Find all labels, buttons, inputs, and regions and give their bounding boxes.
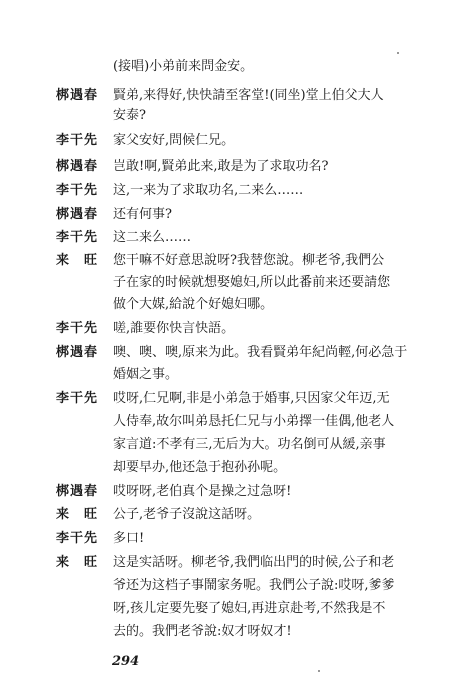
scan-speck bbox=[397, 52, 399, 54]
dialogue-line-20: 公子,老爷子沒說这話呀。 bbox=[113, 507, 261, 522]
dialogue-line-22: 这是实話呀。柳老爷,我們临出門的时候,公子和老 bbox=[113, 555, 395, 570]
speaker-label: 李干先 bbox=[56, 391, 99, 406]
dialogue-line-1: (接唱)小弟前来問金安。 bbox=[113, 59, 254, 74]
speaker-label: 梆遇春 bbox=[56, 88, 99, 103]
dialogue-line-9: 您干嘛不好意思說呀?我替您說。柳老爷,我們公 bbox=[113, 253, 385, 268]
speaker-label: 李干先 bbox=[56, 133, 99, 148]
dialogue-line-25: 去的。我們老爷說:奴才呀奴才! bbox=[113, 624, 292, 639]
dialogue-line-16: 人侍奉,故尔叫弟恳托仁兄与小弟擇一佳偶,他老人 bbox=[113, 414, 395, 429]
speaker-label: 梆遇春 bbox=[56, 159, 99, 174]
dialogue-line-23: 爷还为这档子事鬧家务呢。我們公子說:哎呀,爹爹 bbox=[113, 578, 395, 593]
dialogue-line-2: 賢弟,来得好,快快請至客堂!(同坐)堂上伯父大人 bbox=[113, 88, 384, 103]
speaker-label: 李干先 bbox=[56, 531, 99, 546]
dialogue-line-17: 家言道:不孝有三,无后为大。功名倒可从緩,亲事 bbox=[113, 437, 386, 452]
dialogue-line-12: 嗟,誰要你快言快語。 bbox=[113, 321, 235, 336]
dialogue-line-24: 呀,孩儿定要先娶了媳妇,再进京赴考,不然我是不 bbox=[113, 601, 386, 616]
page-number: 294 bbox=[112, 654, 140, 669]
scan-speck bbox=[318, 670, 320, 672]
speaker-label: 来 旺 bbox=[56, 253, 99, 268]
dialogue-line-11: 做个大媒,給說个好媳妇哪。 bbox=[113, 297, 274, 312]
speaker-label: 李干先 bbox=[56, 321, 99, 336]
dialogue-line-3: 安泰? bbox=[113, 108, 146, 123]
speaker-label: 来 旺 bbox=[56, 507, 99, 522]
speaker-label: 李干先 bbox=[56, 183, 99, 198]
dialogue-line-8: 这二来么…… bbox=[113, 230, 192, 245]
dialogue-line-5: 岂敢!啊,賢弟此来,敢是为了求取功名? bbox=[113, 159, 329, 174]
dialogue-line-13: 噢、噢、噢,原来为此。我看賢弟年紀尚輕,何必急于 bbox=[113, 345, 408, 360]
dialogue-line-15: 哎呀,仁兄啊,非是小弟急于婚事,只因家父年迈,无 bbox=[113, 391, 390, 406]
speaker-label: 梆遇春 bbox=[56, 345, 99, 360]
dialogue-line-21: 多口! bbox=[113, 531, 145, 546]
speaker-label: 来 旺 bbox=[56, 555, 99, 570]
dialogue-line-18: 却要早办,他还急于抱孙孙呢。 bbox=[113, 460, 287, 475]
dialogue-line-4: 家父安好,問候仁兄。 bbox=[113, 133, 235, 148]
dialogue-line-6: 这,一来为了求取功名,二来么…… bbox=[113, 183, 304, 198]
dialogue-line-14: 婚姻之事。 bbox=[113, 367, 179, 382]
speaker-label: 梆遇春 bbox=[56, 207, 99, 222]
dialogue-line-19: 哎呀呀,老伯真个是操之过急呀! bbox=[113, 484, 292, 499]
dialogue-line-7: 还有何事? bbox=[113, 207, 172, 222]
dialogue-line-10: 子在家的时候就想娶媳妇,所以此番前来还要請您 bbox=[113, 275, 391, 290]
speaker-label: 李干先 bbox=[56, 230, 99, 245]
speaker-label: 梆遇春 bbox=[56, 484, 99, 499]
